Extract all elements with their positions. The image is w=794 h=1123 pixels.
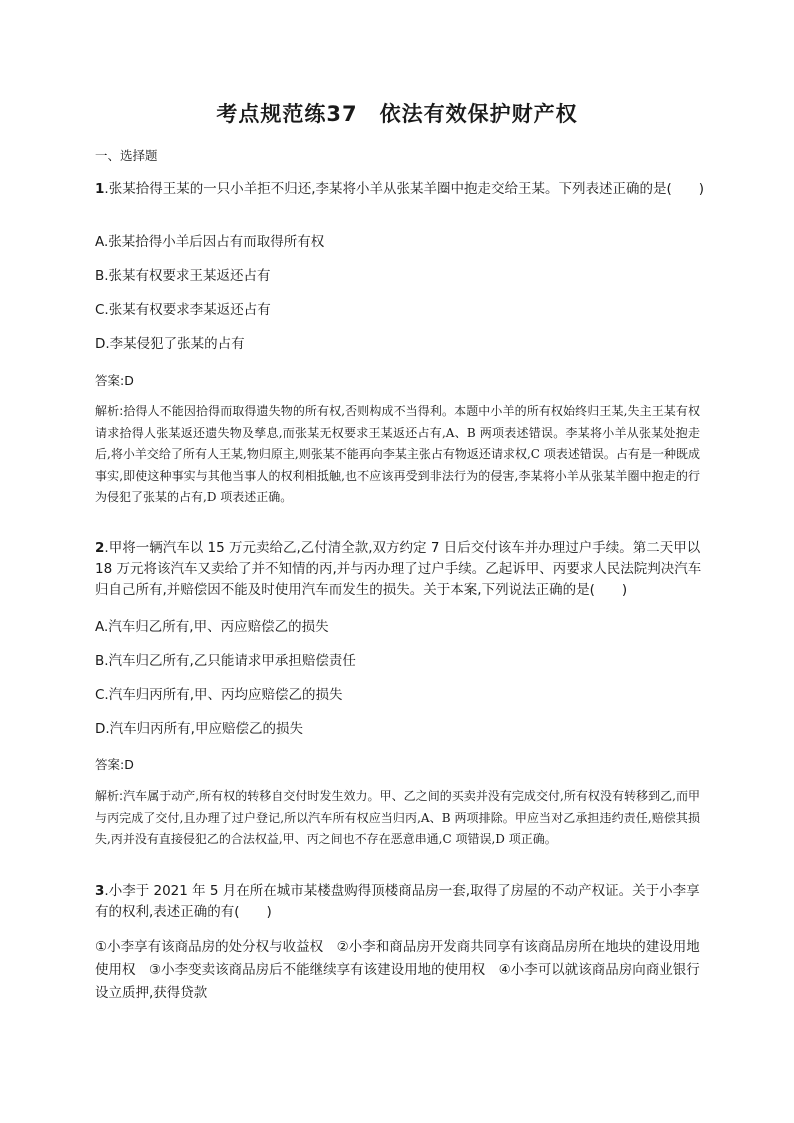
question-1-stem: [95, 179, 705, 200]
question-1-answer: [95, 371, 134, 389]
question-1-option-a: A.张某拾得小羊后因占有而取得所有权: [95, 234, 325, 250]
explanation-label: 解析:: [95, 404, 124, 418]
explanation-text: 汽车属于动产,所有权的转移自交付时发生效力。甲、乙之间的买卖并没有完成交付,所有权没有转移到乙,而甲与丙完成了交付,且办理了过户登记,所以汽车所有权应当归丙,A、B 两项排除。甲应当对乙承担违约责任,赔偿其损失,丙并没有直接侵犯乙的合法权益,甲、丙之间也不存在恶意串通,C 项错误,D 项正确。: [95, 789, 700, 846]
page-title: 考点规范练37 依法有效保护财产权: [216, 102, 578, 126]
question-3-stem: [95, 881, 705, 923]
question-2-number: 2: [95, 540, 105, 556]
question-1-explanation: [95, 401, 700, 509]
question-2-option-d: D.汽车归丙所有,甲应赔偿乙的损失: [95, 721, 303, 737]
question-3-text: .小李于 2021 年 5 月在所在城市某楼盘购得顶楼商品房一套,取得了房屋的不动产权证。关于小李享有的权利,表述正确的有( ): [95, 883, 700, 920]
question-1-option-b: B.张某有权要求王某返还占有: [95, 268, 271, 284]
question-2-explanation: [95, 786, 700, 851]
answer-label: 答案:: [95, 757, 125, 772]
question-2-option-b: B.汽车归乙所有,乙只能请求甲承担赔偿责任: [95, 653, 356, 669]
answer-value: D: [124, 757, 134, 772]
question-2-stem: [95, 538, 705, 601]
section-heading: 一、选择题: [95, 148, 158, 163]
question-1-option-d: D.李某侵犯了张某的占有: [95, 336, 245, 352]
question-1-number: 1: [95, 181, 105, 197]
question-2-option-c: C.汽车归丙所有,甲、丙均应赔偿乙的损失: [95, 687, 343, 703]
answer-label: 答案:: [95, 373, 125, 388]
explanation-text: 拾得人不能因拾得而取得遗失物的所有权,否则构成不当得利。本题中小羊的所有权始终归王某,失主王某有权请求拾得人张某返还遗失物及孳息,而张某无权要求王某返还占有,A、B 两项表述错误。李某将小羊从张某处抱走后,将小羊交给了所有人王某,物归原主,则张某不能再向李某主张占有物返还请求权,C 项表述错误。占有是一种既成事实,即使这种事实与其他当事人的权利相抵触,也不应该再受到非法行为的侵害,李某将小羊从张某羊圈中抱走的行为侵犯了张某的占有,D 项表述正确。: [95, 404, 701, 504]
question-1-option-c: C.张某有权要求李某返还占有: [95, 302, 271, 318]
answer-value: D: [124, 373, 134, 388]
question-2-text: .甲将一辆汽车以 15 万元卖给乙,乙付清全款,双方约定 7 日后交付该车并办理过户手续。第二天甲以 18 万元将该汽车又卖给了并不知情的丙,并与丙办理了过户手续。乙起诉甲、丙要求人民法院判决汽车归自己所有,并赔偿因不能及时使用汽车而发生的损失。关于本案,下列说法正确的是( ): [95, 540, 702, 598]
question-2-answer: [95, 755, 134, 773]
question-1-text: .张某拾得王某的一只小羊拒不归还,李某将小羊从张某羊圈中抱走交给王某。下列表述正确的是( ): [104, 181, 705, 197]
explanation-label: 解析:: [95, 789, 124, 803]
question-3-statements: ①小李享有该商品房的处分权与收益权 ②小李和商品房开发商共同享有该商品房所在地块的建设用地使用权 ③小李变卖该商品房后不能继续享有该建设用地的使用权 ④小李可以就该商品房向商业银行设立质押,获得贷款: [95, 939, 700, 1001]
question-3-number: 3: [95, 883, 105, 899]
question-2-option-a: A.汽车归乙所有,甲、丙应赔偿乙的损失: [95, 619, 329, 635]
